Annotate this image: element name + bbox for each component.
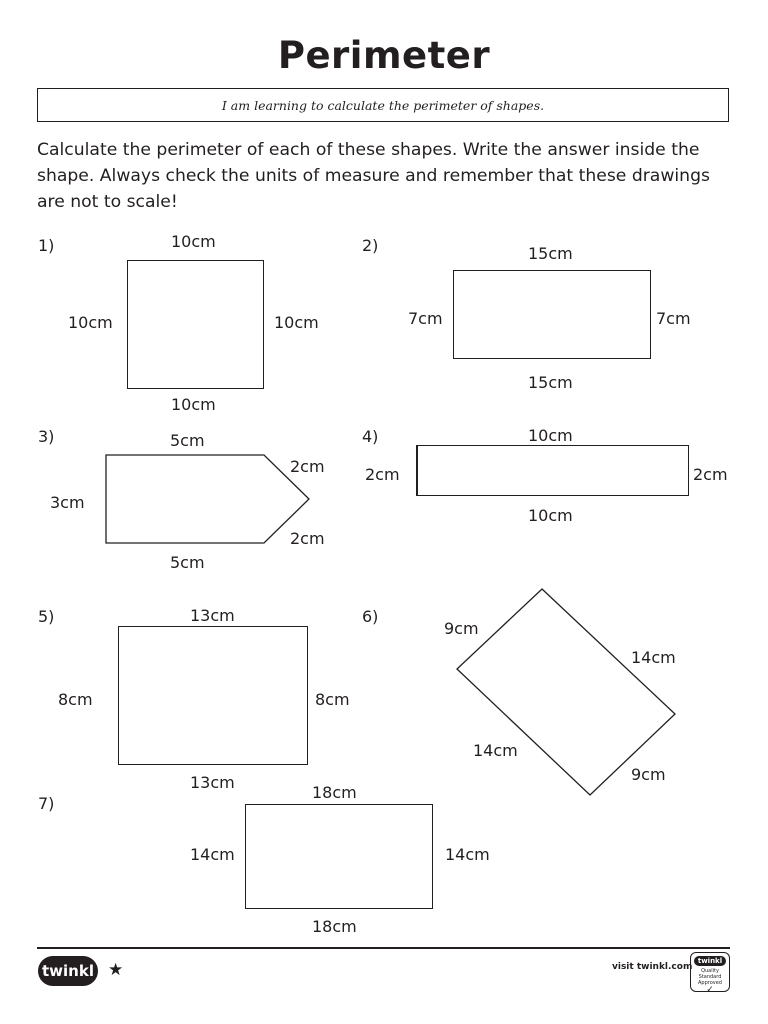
visit-link[interactable]: visit twinkl.com (612, 962, 693, 972)
check-icon: ✓ (706, 985, 714, 995)
side-label-top: 5cm (170, 431, 205, 450)
side-label-lower-right: 9cm (631, 765, 666, 784)
side-label-right: 2cm (693, 465, 728, 484)
question-number: 7) (38, 794, 55, 813)
side-label-right: 14cm (445, 845, 490, 864)
question-number: 5) (38, 607, 55, 626)
side-label-right: 8cm (315, 690, 350, 709)
side-label-left: 2cm (365, 465, 400, 484)
side-label-top: 13cm (190, 606, 235, 625)
side-label-upper-right: 2cm (290, 457, 325, 476)
side-label-top: 18cm (312, 783, 357, 802)
side-label-left: 7cm (408, 309, 443, 328)
question-number: 6) (362, 607, 379, 626)
side-label-bottom: 15cm (528, 373, 573, 392)
question-number: 1) (38, 236, 55, 255)
side-label-top: 10cm (528, 426, 573, 445)
side-label-left: 3cm (50, 493, 85, 512)
side-label-left: 8cm (58, 690, 93, 709)
learning-objective-text: I am learning to calculate the perimeter of shapes. (221, 97, 545, 113)
rectangle-shape (245, 804, 433, 909)
side-label-bottom: 10cm (171, 395, 216, 414)
side-label-upper-left: 9cm (444, 619, 479, 638)
side-label-bottom: 18cm (312, 917, 357, 936)
side-label-bottom: 13cm (190, 773, 235, 792)
question-number: 3) (38, 427, 55, 446)
side-label-left: 14cm (190, 845, 235, 864)
instructions: Calculate the perimeter of each of these shapes. Write the answer inside the shape. Always check the units of measure and remember that these drawings are not to scale! (37, 140, 710, 212)
logo-text: twinkl (42, 962, 94, 980)
side-label-lower-right: 2cm (290, 529, 325, 548)
side-label-top: 15cm (528, 244, 573, 263)
side-label-lower-left: 14cm (473, 741, 518, 760)
footer-divider (37, 947, 730, 949)
page-title: Perimeter (277, 34, 491, 77)
side-label-bottom: 5cm (170, 553, 205, 572)
badge-text: Quality Standard Approved (698, 968, 722, 986)
question-number: 2) (362, 236, 379, 255)
side-label-upper-right: 14cm (631, 648, 676, 667)
side-label-right: 7cm (656, 309, 691, 328)
side-label-top: 10cm (171, 232, 216, 251)
question-number: 4) (362, 427, 379, 446)
side-label-left: 10cm (68, 313, 113, 332)
quality-standard-badge (690, 952, 730, 995)
badge-logo: twinkl (694, 956, 726, 966)
side-label-right: 10cm (274, 313, 319, 332)
side-label-bottom: 10cm (528, 506, 573, 525)
twinkl-logo (38, 956, 98, 986)
star-icon: ★ (108, 960, 124, 980)
